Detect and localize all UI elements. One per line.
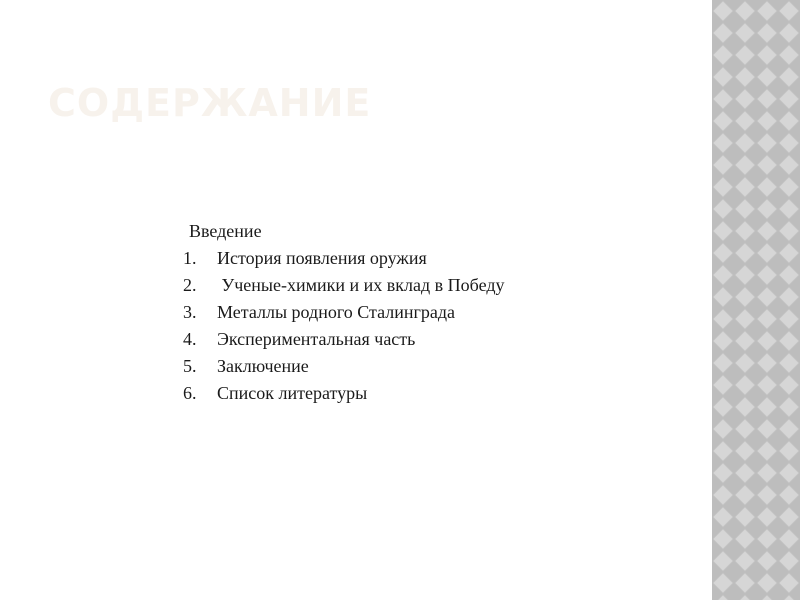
toc-item (183, 326, 505, 353)
diamond-pattern-icon (712, 0, 800, 600)
toc-item-number: 6. (183, 383, 197, 403)
table-of-contents (183, 218, 505, 407)
slide-title: СОДЕРЖАНИЕ (48, 81, 372, 125)
toc-item-text: История появления оружия (217, 248, 427, 268)
toc-item-text: Экспериментальная часть (217, 329, 416, 349)
toc-item-text: Заключение (217, 356, 309, 376)
toc-item (183, 380, 505, 407)
toc-item-number: 4. (183, 329, 197, 349)
toc-list (183, 245, 505, 407)
toc-item-number: 3. (183, 302, 197, 322)
toc-item-number: 1. (183, 248, 197, 268)
toc-item-number: 5. (183, 356, 197, 376)
decorative-side-band (712, 0, 800, 600)
toc-intro: Введение (189, 221, 262, 241)
toc-item (183, 245, 505, 272)
toc-item (183, 299, 505, 326)
toc-item (183, 272, 505, 299)
toc-item-text: Ученые-химики и их вклад в Победу (217, 275, 505, 295)
toc-item-text: Список литературы (217, 383, 368, 403)
toc-item-number: 2. (183, 275, 197, 295)
toc-item-text: Металлы родного Сталинграда (217, 302, 456, 322)
toc-item (183, 353, 505, 380)
